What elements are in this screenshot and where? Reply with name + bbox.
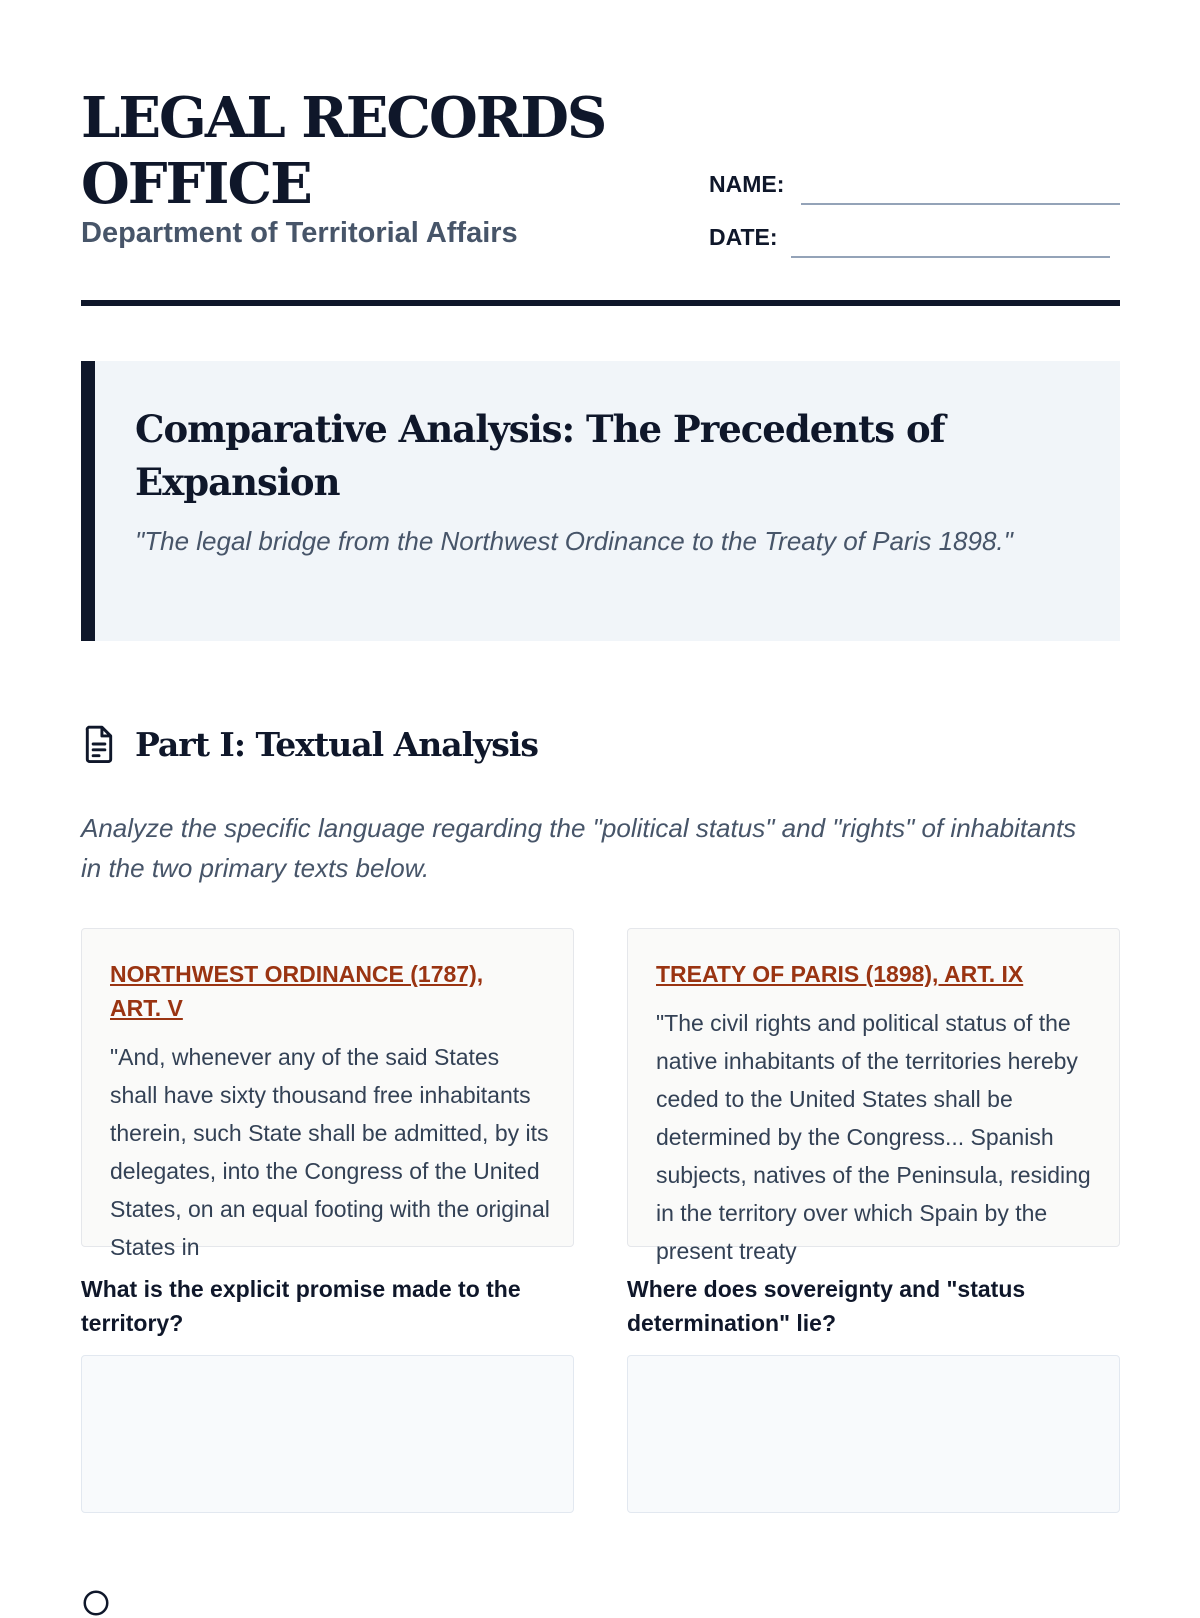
section-heading bbox=[81, 720, 881, 770]
answer-box-sovereignty[interactable] bbox=[627, 1355, 1120, 1513]
name-label: NAME: bbox=[709, 171, 785, 197]
source-text: "The civil rights and political status of the native inhabitants of the territories hereby ceded to the United States shall be determined by the Congress... Spanish subjects, natives of the Peninsula, residing in the territory over which Spain by the present treaty bbox=[656, 1010, 1091, 1264]
page-header bbox=[81, 85, 1120, 305]
office-title: LEGAL RECORDS OFFICE bbox=[81, 85, 606, 217]
answer-box-promise[interactable] bbox=[81, 1355, 574, 1513]
department-subtitle: Department of Territorial Affairs bbox=[81, 217, 518, 249]
source-title[interactable]: TREATY OF PARIS (1898), ART. IX bbox=[656, 961, 1024, 987]
source-title[interactable]: NORTHWEST ORDINANCE (1787), ART. V bbox=[110, 961, 484, 1021]
date-label: DATE: bbox=[709, 224, 778, 250]
section-icon bbox=[81, 1588, 111, 1618]
callout-title: Comparative Analysis: The Precedents of Expansion bbox=[135, 407, 945, 504]
date-field[interactable] bbox=[709, 222, 1110, 258]
document-icon bbox=[81, 725, 117, 763]
name-line[interactable] bbox=[801, 203, 1120, 205]
analysis-callout bbox=[81, 361, 1120, 641]
section-title: Part I: Textual Analysis bbox=[135, 725, 539, 764]
section-instructions: Analyze the specific language regarding the "political status" and "rights" of inhabitants in the two primary texts below. bbox=[81, 813, 1077, 883]
callout-quote: "The legal bridge from the Northwest Ordinance to the Treaty of Paris 1898." bbox=[135, 526, 1013, 556]
name-field[interactable] bbox=[709, 169, 1120, 205]
source-card-treaty-of-paris[interactable] bbox=[627, 928, 1120, 1264]
question-prompt: Where does sovereignty and "status determination" lie? bbox=[627, 1276, 1026, 1336]
header-divider bbox=[81, 300, 1120, 306]
source-card-northwest-ordinance[interactable] bbox=[81, 928, 574, 1260]
source-text: "And, whenever any of the said States shall have sixty thousand free inhabitants therein, such State shall be admitted, by its delegates, into the Congress of the United States, on an equal footing with the original States in bbox=[110, 1044, 550, 1260]
question-prompt: What is the explicit promise made to the territory? bbox=[81, 1276, 521, 1336]
date-line[interactable] bbox=[791, 256, 1110, 258]
